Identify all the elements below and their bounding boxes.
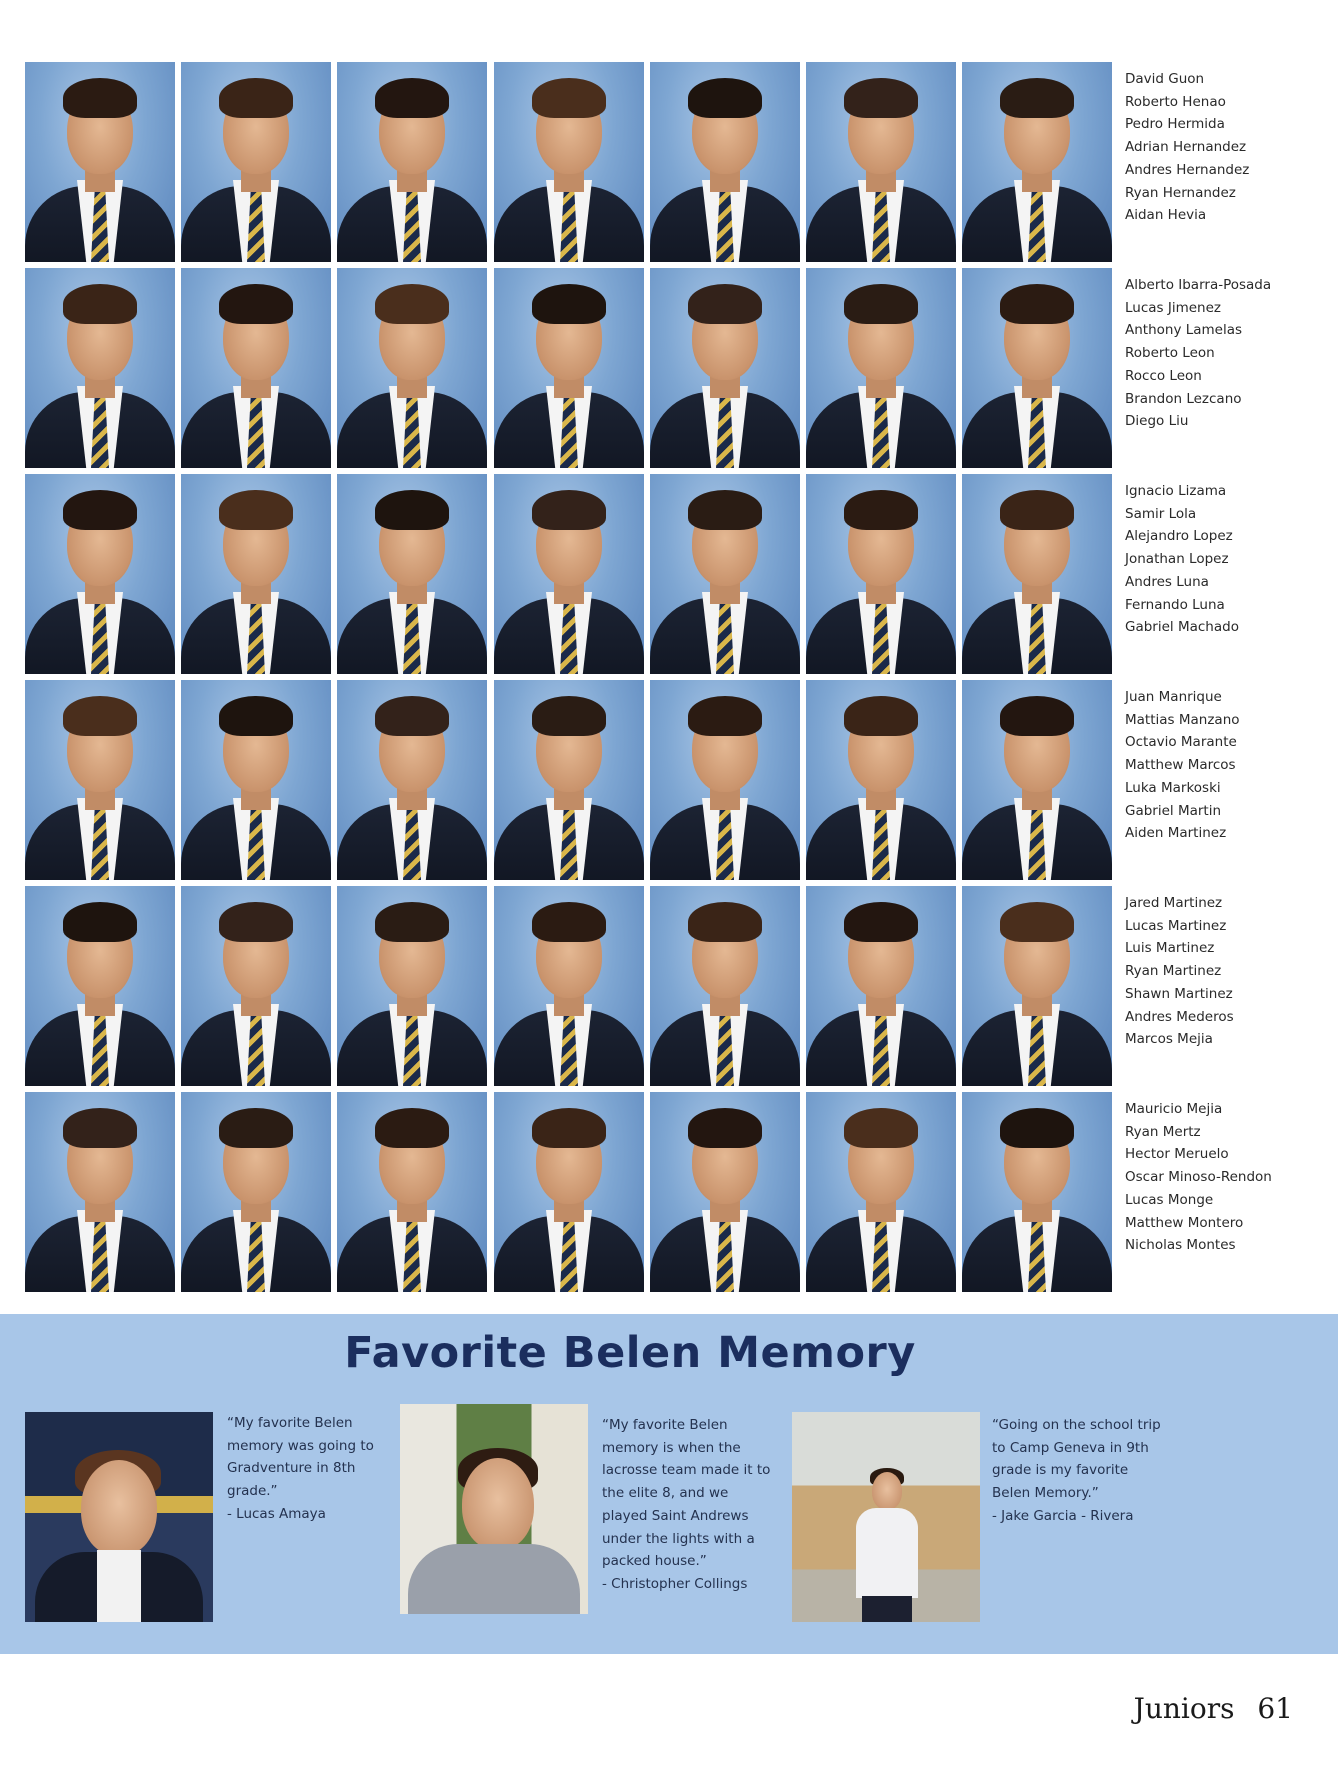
hair (219, 78, 293, 118)
hair (1000, 78, 1074, 118)
student-portrait (962, 886, 1112, 1086)
student-portrait (181, 62, 331, 262)
student-name: Juan Manrique (1125, 689, 1222, 705)
student-name: Rocco Leon (1125, 367, 1202, 384)
hair (688, 902, 762, 942)
student-name: Pedro Hermida (1125, 116, 1225, 133)
hair (688, 1108, 762, 1148)
student-name: Mauricio Mejia (1125, 1101, 1223, 1117)
quote-line: to Camp Geneva in 9th (992, 1439, 1149, 1456)
quote-line: packed house.” (602, 1553, 707, 1570)
student-portrait (962, 268, 1112, 468)
student-portrait (25, 474, 175, 674)
student-portrait (962, 1092, 1112, 1292)
hair (844, 1108, 918, 1148)
hair (688, 696, 762, 736)
student-portrait (806, 886, 956, 1086)
hair (844, 284, 918, 324)
student-name: Jared Martinez (1125, 895, 1223, 911)
quote-line: “My favorite Belen (602, 1417, 728, 1433)
portrait-row (25, 474, 1295, 674)
hair (219, 284, 293, 324)
name-list (1125, 686, 1305, 845)
quote-line: Gradventure in 8th (227, 1460, 356, 1477)
quote-line: “Going on the school trip (992, 1417, 1161, 1433)
student-portrait (806, 268, 956, 468)
student-name: Matthew Montero (1125, 1214, 1244, 1231)
student-name: Lucas Jimenez (1125, 299, 1221, 316)
student-portrait (806, 474, 956, 674)
student-portrait (650, 680, 800, 880)
quote-line: grade is my favorite (992, 1462, 1129, 1479)
student-name: Shawn Martinez (1125, 985, 1233, 1002)
student-portrait (337, 268, 487, 468)
student-portrait (25, 268, 175, 468)
hair (688, 78, 762, 118)
student-portrait (494, 886, 644, 1086)
student-name: Ryan Mertz (1125, 1123, 1201, 1140)
student-name: Luka Markoski (1125, 779, 1221, 796)
quote-line: Belen Memory.” (992, 1485, 1099, 1502)
student-name: Lucas Monge (1125, 1191, 1214, 1208)
student-name: Anthony Lamelas (1125, 322, 1243, 339)
student-portrait (494, 1092, 644, 1292)
student-portrait (337, 474, 487, 674)
student-portrait (337, 680, 487, 880)
name-list (1125, 892, 1305, 1051)
hair (375, 1108, 449, 1148)
section-title: Favorite Belen Memory (344, 1328, 916, 1378)
quote-line: memory was going to (227, 1437, 374, 1454)
student-portrait (494, 268, 644, 468)
student-portrait (650, 1092, 800, 1292)
page-number: 61 (1257, 1692, 1293, 1725)
student-portrait (181, 886, 331, 1086)
hair (844, 696, 918, 736)
hair (1000, 1108, 1074, 1148)
student-portrait (25, 62, 175, 262)
memory-photo-2 (400, 1404, 588, 1614)
hair (1000, 696, 1074, 736)
student-name: Nicholas Montes (1125, 1237, 1236, 1254)
quote-line: grade.” (227, 1483, 278, 1500)
hair (1000, 284, 1074, 324)
student-portrait (962, 680, 1112, 880)
section-name: Juniors (1133, 1692, 1235, 1725)
memory-photo-1 (25, 1412, 213, 1622)
student-portrait (181, 474, 331, 674)
student-portrait (650, 886, 800, 1086)
student-portrait (806, 1092, 956, 1292)
quote-line: memory is when the (602, 1439, 741, 1456)
student-name: Lucas Martinez (1125, 917, 1227, 934)
hair (375, 696, 449, 736)
hair (532, 1108, 606, 1148)
quote-line: lacrosse team made it to (602, 1462, 771, 1479)
student-name: Luis Martinez (1125, 940, 1215, 957)
quote-author: - Christopher Collings (602, 1575, 748, 1592)
student-portrait (337, 886, 487, 1086)
memory-quote-1 (227, 1412, 374, 1526)
quote-line: the elite 8, and we (602, 1485, 729, 1502)
hair (63, 696, 137, 736)
student-portrait (337, 62, 487, 262)
student-name: Ignacio Lizama (1125, 483, 1227, 499)
student-portrait (962, 62, 1112, 262)
student-portrait (25, 1092, 175, 1292)
student-name: Roberto Henao (1125, 93, 1226, 110)
student-portrait (650, 474, 800, 674)
student-name: Matthew Marcos (1125, 757, 1236, 774)
student-portrait (25, 886, 175, 1086)
quote-author: - Lucas Amaya (227, 1505, 326, 1522)
memory-photo-3 (792, 1412, 980, 1622)
student-portrait (494, 680, 644, 880)
student-portrait (494, 474, 644, 674)
hair (63, 78, 137, 118)
student-name: Marcos Mejia (1125, 1031, 1213, 1048)
student-name: David Guon (1125, 71, 1205, 87)
hair (532, 490, 606, 530)
portrait-row (25, 268, 1295, 468)
student-name: Andres Hernandez (1125, 161, 1250, 178)
hair (844, 902, 918, 942)
quote-line: under the lights with a (602, 1530, 755, 1547)
student-name: Andres Mederos (1125, 1008, 1234, 1025)
hair (63, 902, 137, 942)
student-name: Mattias Manzano (1125, 711, 1240, 728)
portrait-row (25, 886, 1295, 1086)
hair (688, 490, 762, 530)
student-portrait (337, 1092, 487, 1292)
student-portrait (25, 680, 175, 880)
name-list (1125, 480, 1305, 639)
favorite-memory-section (0, 1314, 1338, 1654)
portrait-row (25, 1092, 1295, 1292)
memory-quote-3 (992, 1414, 1161, 1528)
student-portrait (181, 1092, 331, 1292)
student-name: Hector Meruelo (1125, 1146, 1229, 1163)
student-name: Diego Liu (1125, 413, 1189, 430)
student-name: Oscar Minoso-Rendon (1125, 1169, 1272, 1186)
hair (219, 696, 293, 736)
hair (63, 490, 137, 530)
student-name: Gabriel Machado (1125, 619, 1239, 636)
quote-line: played Saint Andrews (602, 1507, 749, 1524)
student-name: Brandon Lezcano (1125, 390, 1242, 407)
student-name: Octavio Marante (1125, 734, 1237, 751)
hair (1000, 490, 1074, 530)
student-portrait (806, 680, 956, 880)
name-list (1125, 1098, 1305, 1257)
hair (375, 902, 449, 942)
student-name: Roberto Leon (1125, 345, 1215, 362)
student-name: Samir Lola (1125, 505, 1197, 522)
student-name: Aidan Hevia (1125, 207, 1207, 224)
hair (375, 284, 449, 324)
hair (844, 490, 918, 530)
student-portrait (650, 62, 800, 262)
student-name: Fernando Luna (1125, 596, 1225, 613)
hair (63, 1108, 137, 1148)
quote-author: - Jake Garcia - Rivera (992, 1507, 1134, 1524)
portrait-row (25, 62, 1295, 262)
student-name: Andres Luna (1125, 573, 1209, 590)
student-name: Jonathan Lopez (1125, 551, 1229, 568)
student-name: Adrian Hernandez (1125, 139, 1247, 156)
name-list (1125, 68, 1305, 227)
hair (532, 902, 606, 942)
hair (844, 78, 918, 118)
student-portrait (494, 62, 644, 262)
hair (219, 902, 293, 942)
hair (532, 696, 606, 736)
hair (1000, 902, 1074, 942)
student-name: Alejandro Lopez (1125, 528, 1233, 545)
hair (375, 78, 449, 118)
page-footer (1134, 1692, 1293, 1725)
memory-quote-2 (602, 1414, 770, 1596)
student-portrait (650, 268, 800, 468)
student-name: Aiden Martinez (1125, 825, 1227, 842)
quote-line: “My favorite Belen (227, 1415, 353, 1431)
portrait-row (25, 680, 1295, 880)
hair (688, 284, 762, 324)
hair (63, 284, 137, 324)
hair (219, 1108, 293, 1148)
hair (532, 284, 606, 324)
student-name: Ryan Martinez (1125, 963, 1222, 980)
student-name: Ryan Hernandez (1125, 184, 1236, 201)
name-list (1125, 274, 1305, 433)
student-portrait (962, 474, 1112, 674)
hair (375, 490, 449, 530)
student-portrait (181, 268, 331, 468)
student-portrait (806, 62, 956, 262)
student-name: Gabriel Martin (1125, 802, 1222, 819)
student-name: Alberto Ibarra-Posada (1125, 277, 1272, 293)
hair (219, 490, 293, 530)
hair (532, 78, 606, 118)
student-portrait (181, 680, 331, 880)
